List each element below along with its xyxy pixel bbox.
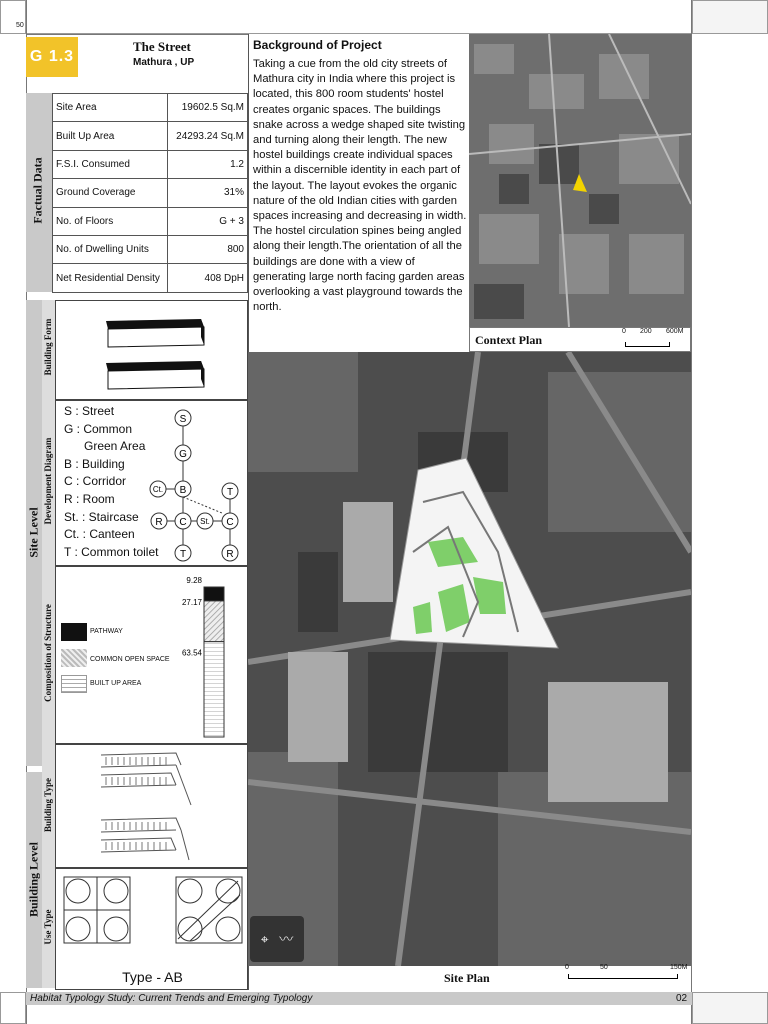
site-level-band — [26, 300, 42, 766]
fact-label: Built Up Area — [53, 122, 168, 150]
node-green: G — [179, 449, 187, 460]
factual-data-table — [52, 93, 248, 293]
fact-label: F.S.I. Consumed — [53, 150, 168, 178]
legend-pathway: PATHWAY — [90, 628, 123, 635]
corner-bottom-left — [0, 992, 26, 1024]
bar-label: 9.28 — [186, 576, 202, 585]
development-tree-diagram — [146, 401, 249, 567]
table-row — [53, 122, 248, 150]
composition-band — [42, 566, 55, 744]
bar-segment-common-open-space — [204, 601, 224, 642]
top-bar — [0, 0, 768, 34]
table-row — [53, 264, 248, 292]
node-canteen: Ct. — [152, 485, 164, 494]
building-level-label: Building Level — [26, 841, 41, 918]
node-toilet: T — [179, 549, 187, 560]
context-scale-bar — [625, 342, 670, 347]
corner-bottom-right — [692, 992, 768, 1024]
context-plan-caption: Context Plan — [475, 333, 542, 347]
development-diagram-band — [42, 400, 55, 566]
factual-data-band — [26, 93, 52, 292]
building-type-panel — [55, 744, 248, 868]
legend-built-up: BUILT UP AREA — [90, 680, 142, 687]
fact-value: 408 DpH — [168, 264, 248, 292]
project-location: Mathura , UP — [133, 57, 195, 68]
node-toilet: T — [226, 487, 234, 498]
node-corridor: C — [179, 517, 187, 528]
building-form-band — [42, 300, 55, 400]
building-type-band — [42, 744, 55, 868]
development-legend — [64, 403, 158, 561]
site-plan-image — [248, 352, 691, 966]
site-scale-end: 150M — [670, 964, 688, 971]
composition-label: Composition of Structure — [43, 604, 53, 702]
building-level-band — [26, 772, 42, 988]
project-title: The Street — [133, 39, 191, 54]
legend-item: Green Area — [64, 439, 146, 454]
fact-label: No. of Floors — [53, 207, 168, 235]
site-scale-bar — [568, 974, 678, 979]
table-row — [53, 150, 248, 178]
legend-item: G : Common — [64, 421, 133, 436]
built-up-swatch — [61, 675, 87, 693]
node-building: B — [179, 485, 187, 496]
fact-label: Site Area — [53, 94, 168, 122]
factual-data-label: Factual Data — [30, 157, 45, 224]
table-row — [53, 179, 248, 207]
map-controls[interactable] — [250, 916, 304, 962]
bar-label: 63.54 — [181, 648, 202, 658]
site-scale-0: 0 — [565, 964, 569, 971]
node-corridor: C — [226, 517, 234, 528]
site-level-label: Site Level — [26, 507, 41, 558]
fact-label: No. of Dwelling Units — [53, 235, 168, 263]
background-heading: Background of Project — [253, 38, 382, 52]
fact-label: Net Residential Density — [53, 264, 168, 292]
open-space-swatch — [61, 649, 87, 667]
divider — [26, 34, 248, 35]
legend-item: St. : Staircase — [64, 509, 139, 524]
legend-item: T : Common toilet — [64, 544, 159, 559]
context-scale-end: 600M — [666, 328, 684, 335]
footer-title: Habitat Typology Study: Current Trends and Emerging Typology — [30, 993, 313, 1004]
building-form-label: Building Form — [43, 318, 53, 376]
site-scale-mid: 50 — [600, 964, 608, 971]
context-plan-image — [469, 34, 691, 327]
fact-value: 24293.24 Sq.M — [168, 122, 248, 150]
corner-top-right — [692, 0, 768, 34]
building-form-panel — [55, 300, 248, 400]
use-type-label: Use Type — [43, 909, 53, 945]
context-scale-0: 0 — [622, 328, 626, 335]
footer-page-number: 02 — [676, 993, 688, 1004]
fact-value: 800 — [168, 235, 248, 263]
fact-value: 31% — [168, 179, 248, 207]
page-marker: 50 — [16, 22, 24, 29]
legend-item: R : Room — [64, 491, 115, 506]
table-row — [53, 94, 248, 122]
use-type-panel — [55, 868, 248, 990]
context-scale-mid: 200 — [640, 328, 652, 335]
table-row — [53, 235, 248, 263]
use-type-band — [42, 868, 55, 988]
fact-label: Ground Coverage — [53, 179, 168, 207]
bar-segment-pathway — [204, 587, 224, 601]
bar-label: 27.17 — [181, 597, 202, 607]
context-plan-caption-bar — [469, 327, 691, 352]
legend-item: Ct. : Canteen — [64, 527, 135, 542]
pathway-swatch — [61, 623, 87, 641]
development-diagram-label: Development Diagram — [43, 437, 53, 525]
site-plan-caption: Site Plan — [444, 971, 490, 985]
legend-item: B : Building — [64, 456, 125, 471]
composition-panel — [55, 566, 248, 744]
fact-value: 19602.5 Sq.M — [168, 94, 248, 122]
composition-stacked-bar — [166, 571, 246, 741]
table-row — [53, 207, 248, 235]
legend-open-space: COMMON OPEN SPACE — [90, 656, 170, 663]
legend-item: S : Street — [64, 404, 115, 418]
node-staircase: St. — [200, 517, 210, 526]
fact-value: G + 3 — [168, 207, 248, 235]
section-code-badge: G 1.3 — [26, 37, 78, 77]
fact-value: 1.2 — [168, 150, 248, 178]
node-street: S — [179, 414, 187, 425]
frame-right-line — [691, 0, 692, 1024]
location-pin-icon[interactable]: ⌖ — [260, 930, 269, 947]
use-type-caption: Type - AB — [122, 969, 183, 985]
building-type-label: Building Type — [43, 778, 53, 832]
development-diagram-panel — [55, 400, 248, 566]
route-icon[interactable]: 〰 — [279, 931, 294, 947]
legend-item: C : Corridor — [64, 474, 127, 489]
bar-segment-built-up-area — [204, 642, 224, 737]
node-room: R — [226, 549, 234, 560]
background-body: Taking a cue from the old city streets of Mathura city in India where this project is located, this 800 room students' hostel creates organic spaces. The buildings snake across a wedge shaped site twisting and turning along their length. The new hostel buildings create individual spaces within a discernible identity in each part of the layout. The layout evokes the organic nature of the old Indian cities with garden spaces increasing and decreasing in width. The hostel circulation spines being angled along their length.The orientation of all the buildings are done with a view of generating large north facing garden areas overlooking a vast playground towards the north. — [253, 58, 467, 314]
node-room: R — [155, 517, 163, 528]
